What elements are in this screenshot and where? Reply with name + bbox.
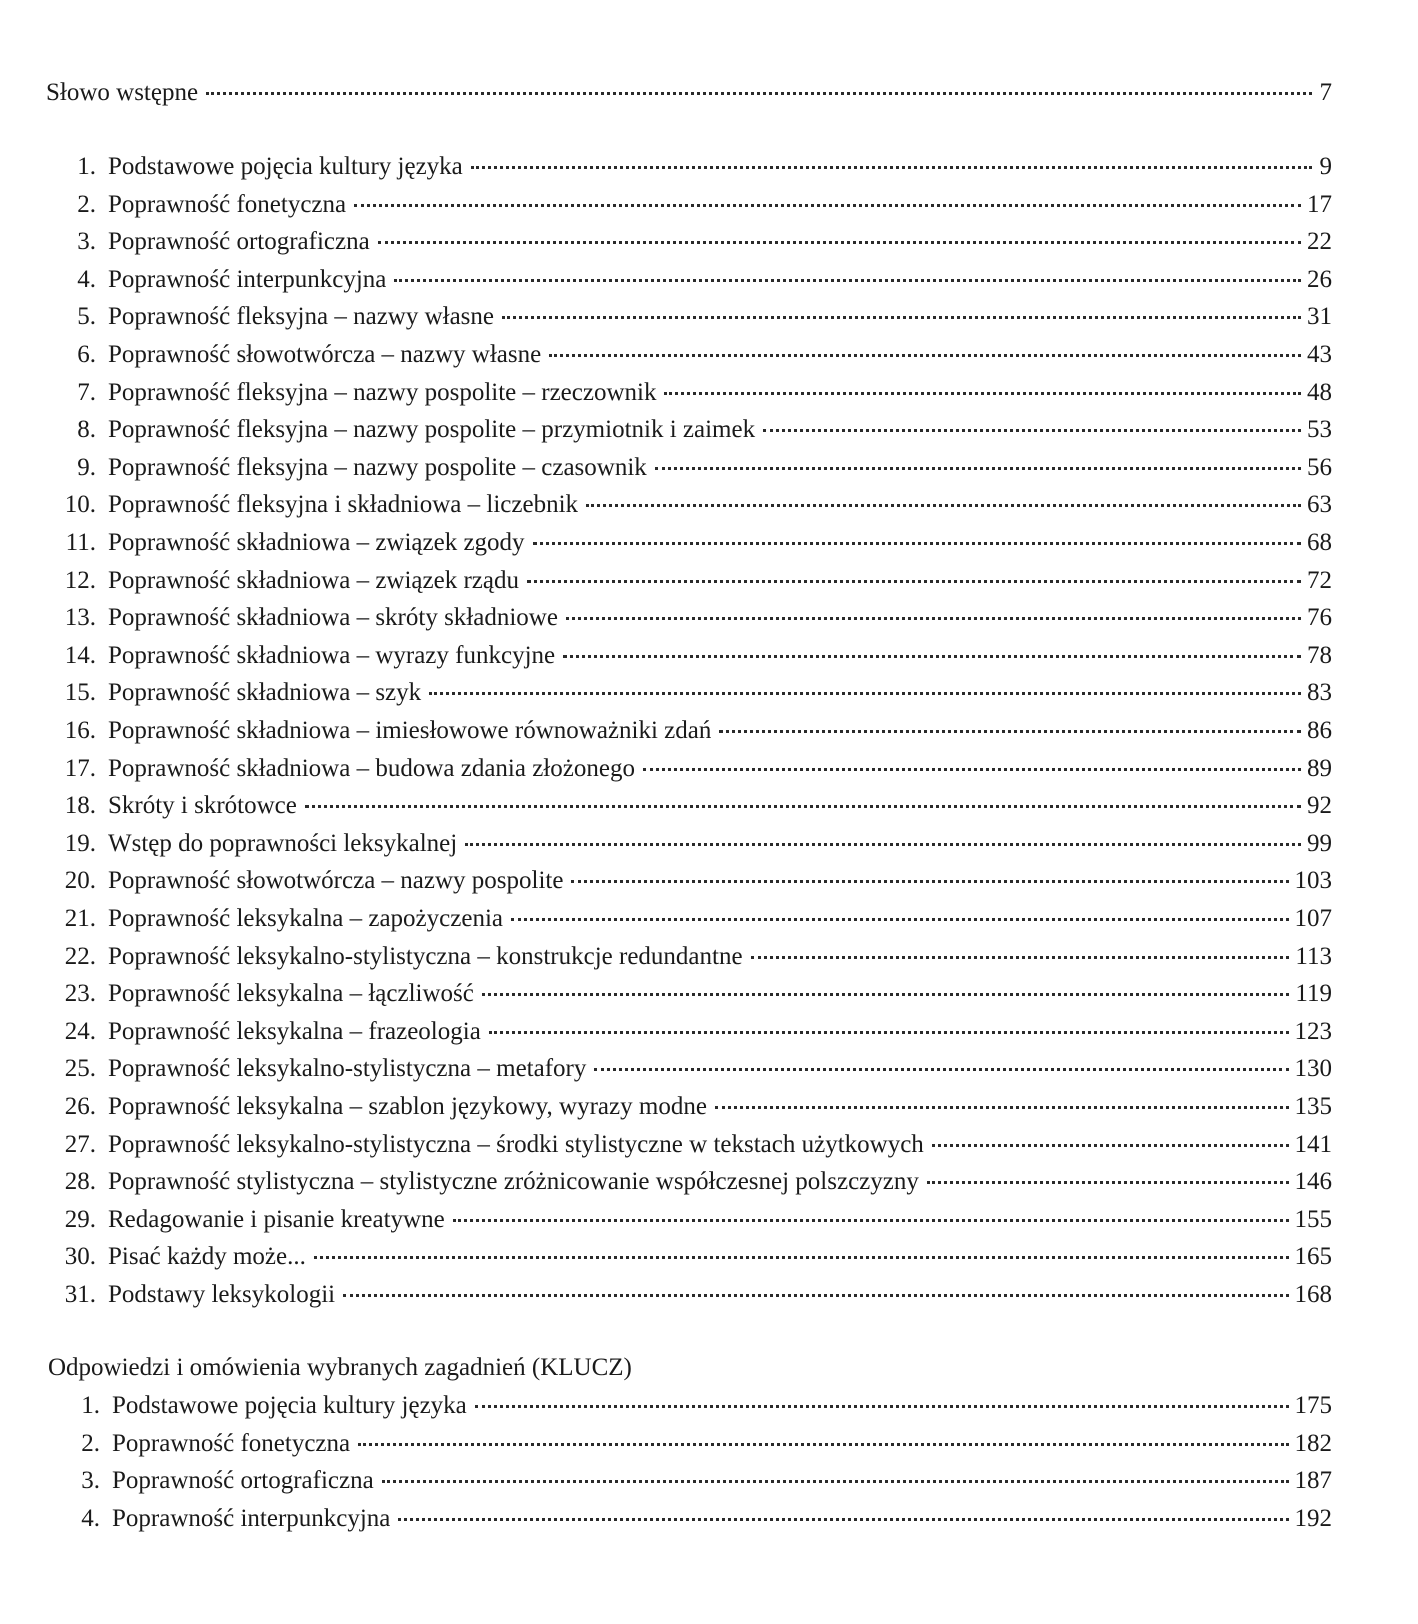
toc-entry-row[interactable] [48,453,1332,483]
toc-entry-number: 2. [77,190,96,218]
toc-leader-dots [314,1256,1289,1259]
toc-preface-page: 7 [1319,79,1332,106]
toc-entry-page: 119 [1295,980,1332,1008]
toc-entry-number: 19. [64,829,96,857]
toc-entry-page: 165 [1294,1243,1332,1271]
toc-entry-page: 53 [1307,416,1332,444]
toc-entry-row[interactable] [48,1280,1332,1310]
toc-entry-number: 14. [64,641,96,669]
toc-entry-page: 107 [1294,905,1332,932]
toc-entry-row[interactable] [52,1391,1332,1421]
toc-entry-title: Wstęp do poprawności leksykalnej [108,829,458,857]
toc-entry-number: 15. [64,679,96,707]
toc-entry-title: Podstawowe pojęcia kultury języka [112,1392,467,1419]
toc-entry-title: Poprawność leksykalno-stylistyczna – metafory [108,1055,587,1083]
toc-entry-row[interactable] [48,1205,1332,1235]
toc-entry-number: 4. [77,265,96,293]
toc-entry-page: 141 [1294,1130,1332,1158]
toc-leader-dots [643,768,1301,771]
toc-entry-number: 31. [64,1281,96,1308]
toc-entry-title: Poprawność interpunkcyjna [112,1504,391,1532]
toc-entry-title: Poprawność składniowa – związek rządu [108,566,519,594]
key-section-heading: Odpowiedzi i omówienia wybranych zagadnień (KLUCZ) [48,1354,632,1381]
toc-leader-dots [489,1031,1289,1034]
toc-entry-page: 68 [1307,529,1332,556]
toc-entry-number: 2. [81,1429,100,1457]
toc-entry-row[interactable] [48,866,1332,896]
toc-leader-dots [465,843,1301,846]
toc-entry-number: 13. [64,604,96,632]
toc-leader-dots [394,279,1301,282]
toc-entry-page: 187 [1294,1467,1332,1495]
toc-leader-dots [571,880,1288,883]
toc-entry-row[interactable] [48,340,1332,370]
toc-entry-page: 155 [1294,1205,1332,1233]
toc-entry-number: 5. [77,303,96,331]
toc-entry-number: 20. [64,867,96,895]
toc-entry-page: 99 [1307,829,1332,857]
toc-entry-page: 113 [1295,942,1332,970]
toc-leader-dots [527,580,1301,583]
toc-entry-title: Poprawność składniowa – związek zgody [108,529,525,556]
toc-leader-dots [305,805,1301,808]
toc-leader-dots [664,392,1301,395]
toc-entry-row[interactable] [48,603,1332,633]
toc-entry-number: 17. [64,754,96,782]
toc-entry-page: 31 [1307,303,1332,331]
toc-leader-dots [382,1480,1289,1483]
toc-entry-title: Poprawność leksykalno-stylistyczna – środki stylistyczne w tekstach użytkowych [108,1130,924,1158]
toc-entry-title: Poprawność fleksyjna – nazwy własne [108,303,495,331]
toc-entry-title: Poprawność składniowa – skróty składniowe [108,604,558,632]
toc-preface-row[interactable] [46,78,1332,108]
toc-entry-row[interactable] [48,265,1332,295]
toc-entry-title: Poprawność interpunkcyjna [108,265,387,293]
toc-entry-row[interactable] [48,754,1332,784]
toc-leader-dots [594,1068,1288,1071]
toc-entry-number: 8. [77,416,96,444]
toc-entry-title: Skróty i skrótowce [108,792,297,820]
toc-entry-page: 135 [1294,1093,1332,1120]
toc-entry-row[interactable] [48,641,1332,671]
toc-leader-dots [719,730,1301,733]
toc-entry-number: 30. [64,1243,96,1271]
toc-entry-number: 16. [64,717,96,744]
toc-entry-page: 146 [1294,1168,1332,1196]
toc-leader-dots [655,467,1301,470]
toc-entry-number: 3. [81,1467,100,1495]
toc-entry-page: 43 [1307,341,1332,368]
toc-entry-title: Poprawność leksykalna – zapożyczenia [108,905,503,932]
toc-entry-row[interactable] [48,716,1332,746]
toc-leader-dots [358,1443,1288,1446]
toc-leader-dots [533,542,1301,545]
toc-entry-page: 56 [1307,453,1332,481]
toc-entry-row[interactable] [48,791,1332,821]
toc-entry-title: Poprawność fleksyjna – nazwy pospolite – czasownik [108,453,647,481]
toc-entry-page: 83 [1307,679,1332,707]
toc-entry-number: 1. [81,1392,100,1419]
toc-entry-row[interactable] [48,378,1332,408]
toc-entry-number: 11. [65,529,96,556]
toc-entry-page: 26 [1307,265,1332,293]
toc-entry-number: 29. [64,1205,96,1233]
toc-entry-row[interactable] [48,490,1332,520]
toc-leader-dots [715,1106,1289,1109]
toc-preface-title: Słowo wstępne [46,79,199,106]
toc-entry-number: 23. [64,980,96,1008]
toc-entry-page: 89 [1307,754,1332,782]
toc-entry-number: 27. [64,1130,96,1158]
toc-entry-title: Poprawność fonetyczna [112,1429,351,1457]
toc-leader-dots [471,166,1312,169]
toc-entry-row[interactable] [48,678,1332,708]
toc-entry-page: 76 [1307,604,1332,632]
toc-entry-title: Poprawność fleksyjna – nazwy pospolite – przymiotnik i zaimek [108,416,756,444]
toc-entry-title: Poprawność ortograficzna [112,1467,374,1495]
toc-entry-page: 86 [1307,717,1332,744]
toc-entry-title: Poprawność składniowa – wyrazy funkcyjne [108,641,556,669]
toc-entry-number: 26. [64,1093,96,1120]
toc-entry-page: 72 [1307,566,1332,594]
toc-entry-page: 63 [1307,491,1332,519]
toc-entry-title: Poprawność słowotwórcza – nazwy własne [108,341,542,368]
toc-entry-number: 24. [64,1017,96,1045]
toc-leader-dots [511,918,1289,921]
toc-entry-row[interactable] [48,1092,1332,1122]
toc-entry-number: 9. [77,453,96,481]
toc-leader-dots [482,993,1290,996]
toc-leader-dots [549,354,1301,357]
toc-entry-row[interactable] [52,1429,1332,1459]
toc-entry-page: 17 [1307,190,1332,218]
toc-leader-dots [475,1405,1289,1408]
toc-leader-dots [398,1518,1288,1521]
toc-entry-title: Poprawność leksykalna – frazeologia [108,1017,481,1045]
toc-entry-title: Poprawność stylistyczna – stylistyczne zróżnicowanie współczesnej polszczyzny [108,1168,919,1196]
toc-entry-page: 103 [1294,867,1332,895]
toc-leader-dots [206,92,1312,95]
toc-leader-dots [763,429,1301,432]
toc-entry-number: 12. [64,566,96,594]
toc-entry-row[interactable] [48,1054,1332,1084]
toc-leader-dots [751,956,1290,959]
toc-entry-number: 7. [77,378,96,406]
toc-entry-title: Poprawność fonetyczna [108,190,347,218]
toc-entry-row[interactable] [48,1017,1332,1047]
toc-entry-row[interactable] [48,152,1332,182]
toc-leader-dots [378,241,1301,244]
toc-entry-page: 192 [1294,1504,1332,1532]
toc-entry-row[interactable] [52,1504,1332,1534]
toc-entry-page: 78 [1307,641,1332,669]
toc-entry-title: Poprawność leksykalna – łączliwość [108,980,474,1008]
toc-entry-row[interactable] [52,1466,1332,1496]
toc-entry-page: 123 [1294,1017,1332,1045]
toc-entry-row[interactable] [48,1167,1332,1197]
toc-entry-row[interactable] [48,1130,1332,1160]
toc-entry-row[interactable] [48,566,1332,596]
toc-entry-row[interactable] [48,227,1332,257]
toc-entry-page: 92 [1307,792,1332,820]
toc-entry-number: 4. [81,1504,100,1532]
toc-leader-dots [354,204,1301,207]
toc-entry-title: Poprawność składniowa – imiesłowowe równoważniki zdań [108,717,712,744]
toc-entry-page: 48 [1307,378,1332,406]
toc-leader-dots [343,1294,1288,1297]
toc-entry-row[interactable] [48,942,1332,972]
toc-entry-row[interactable] [48,302,1332,332]
toc-entry-title: Pisać każdy może... [108,1243,306,1271]
toc-entry-title: Poprawność składniowa – budowa zdania złożonego [108,754,635,782]
toc-leader-dots [932,1144,1289,1147]
toc-entry-title: Poprawność słowotwórcza – nazwy pospolite [108,867,564,895]
toc-entry-number: 1. [77,153,96,180]
toc-entry-page: 182 [1294,1429,1332,1457]
toc-entry-number: 18. [64,792,96,820]
toc-leader-dots [927,1181,1289,1184]
toc-entry-page: 9 [1319,153,1332,180]
toc-entry-row[interactable] [48,190,1332,220]
toc-leader-dots [453,1219,1289,1222]
toc-leader-dots [563,655,1301,658]
toc-entry-number: 25. [64,1055,96,1083]
toc-entry-page: 168 [1294,1281,1332,1308]
toc-entry-number: 6. [77,341,96,368]
toc-entry-number: 10. [64,491,96,519]
toc-entry-row[interactable] [48,1242,1332,1272]
toc-entry-row[interactable] [48,829,1332,859]
toc-leader-dots [566,617,1301,620]
toc-leader-dots [429,692,1301,695]
toc-entry-page: 130 [1294,1055,1332,1083]
toc-entry-number: 28. [64,1168,96,1196]
toc-entry-title: Poprawność fleksyjna i składniowa – liczebnik [108,491,579,519]
toc-entry-page: 175 [1294,1392,1332,1419]
toc-entry-title: Podstawy leksykologii [108,1281,336,1308]
toc-entry-number: 22. [64,942,96,970]
toc-entry-title: Poprawność ortograficzna [108,228,370,256]
toc-entry-row[interactable] [48,979,1332,1009]
toc-entry-title: Poprawność leksykalno-stylistyczna – konstrukcje redundantne [108,942,743,970]
toc-entry-title: Redagowanie i pisanie kreatywne [108,1205,445,1233]
toc-entry-number: 21. [64,905,96,932]
toc-entry-row[interactable] [48,415,1332,445]
toc-entry-title: Poprawność fleksyjna – nazwy pospolite – rzeczownik [108,378,657,406]
toc-leader-dots [502,316,1301,319]
toc-entry-title: Poprawność składniowa – szyk [108,679,422,707]
toc-entry-title: Poprawność leksykalna – szablon językowy, wyrazy modne [108,1093,707,1120]
toc-entry-title: Podstawowe pojęcia kultury języka [108,153,463,180]
toc-entry-row[interactable] [48,528,1332,558]
toc-entry-page: 22 [1307,228,1332,256]
toc-leader-dots [586,504,1301,507]
toc-entry-row[interactable] [48,904,1332,934]
toc-entry-number: 3. [77,228,96,256]
